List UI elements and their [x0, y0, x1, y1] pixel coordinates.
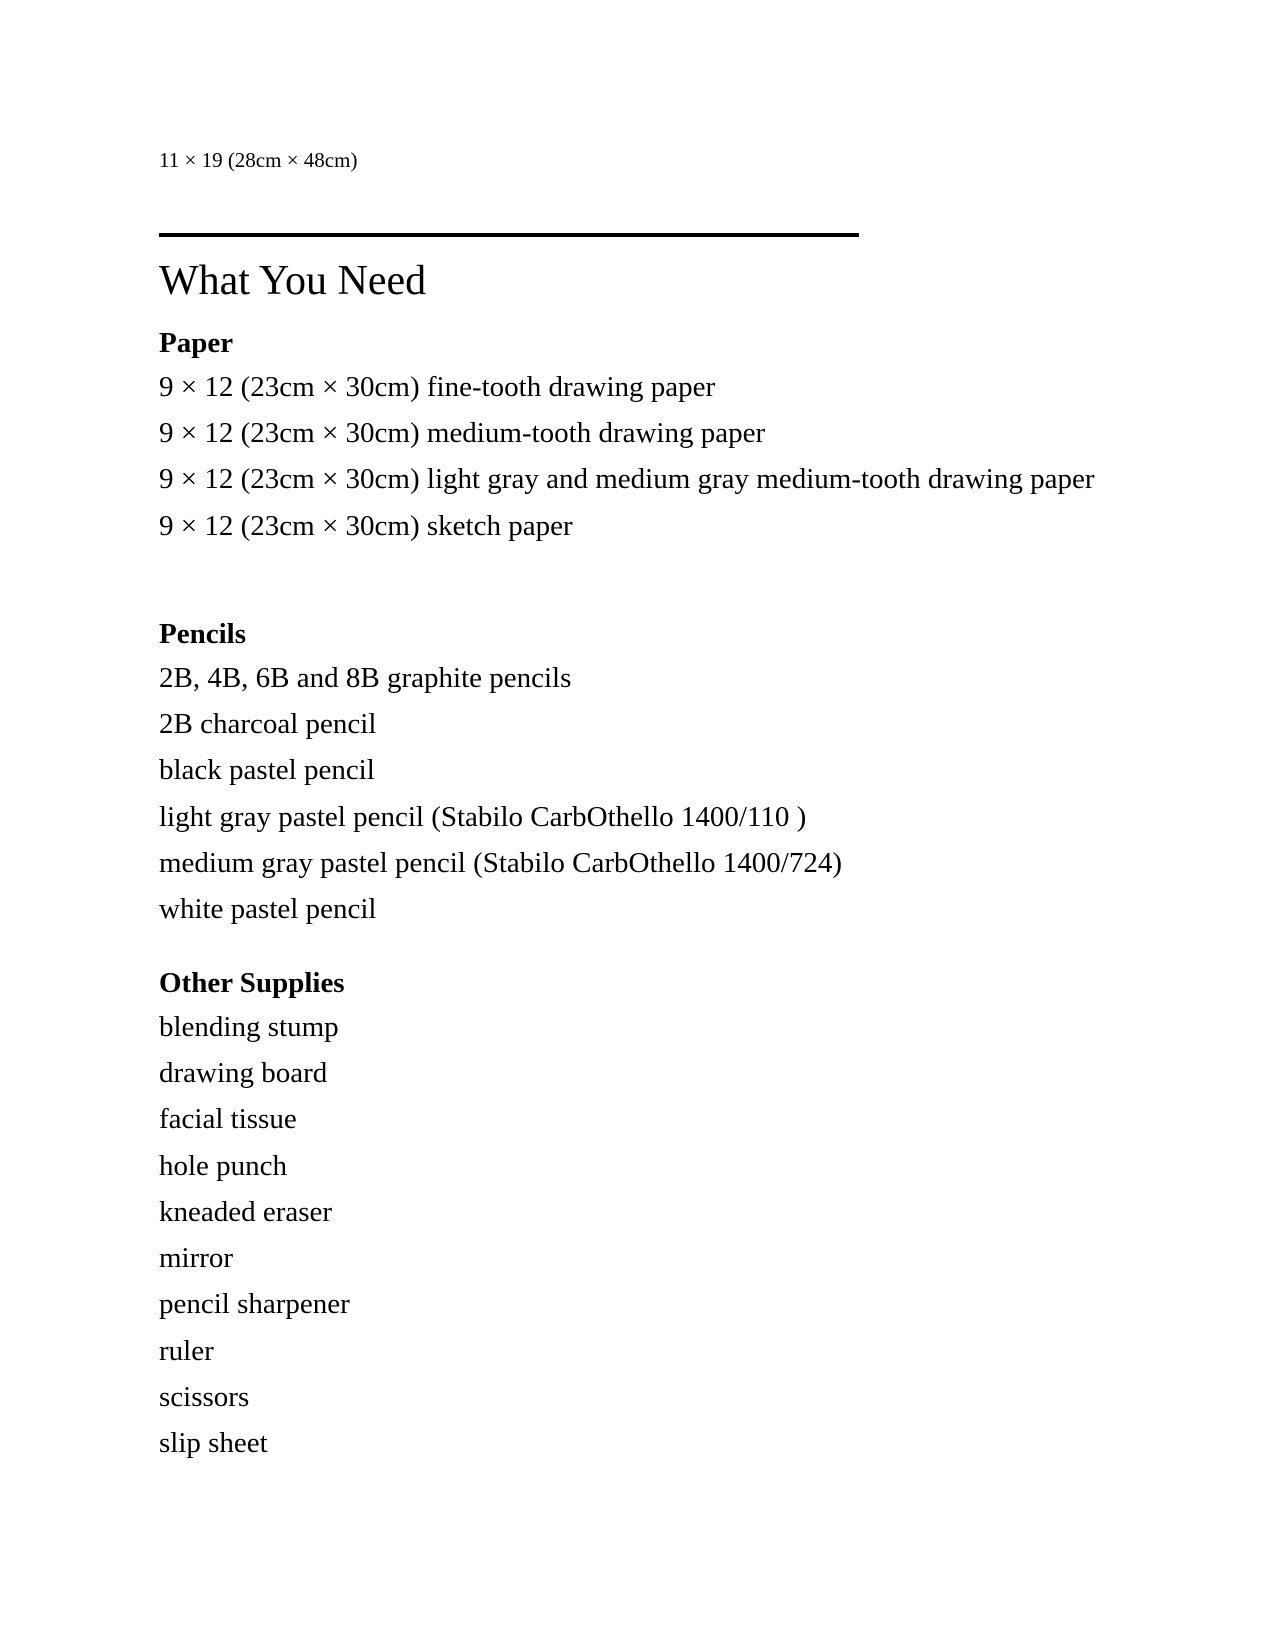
- list-item: 9 × 12 (23cm × 30cm) fine-tooth drawing paper: [159, 370, 716, 403]
- list-item: light gray pastel pencil (Stabilo CarbOthello 1400/110 ): [159, 800, 807, 833]
- list-item: pencil sharpener: [159, 1288, 350, 1321]
- list-item: kneaded eraser: [159, 1195, 333, 1228]
- list-item: medium gray pastel pencil (Stabilo CarbOthello 1400/724): [159, 846, 842, 879]
- list-item: 9 × 12 (23cm × 30cm) sketch paper: [159, 509, 573, 542]
- list-item: ruler: [159, 1334, 214, 1367]
- horizontal-rule: [159, 233, 859, 237]
- list-item: scissors: [159, 1380, 250, 1413]
- page-title: What You Need: [159, 258, 427, 304]
- list-item: mirror: [159, 1242, 234, 1275]
- list-item: black pastel pencil: [159, 754, 375, 787]
- list-item: 9 × 12 (23cm × 30cm) medium-tooth drawing paper: [159, 417, 766, 450]
- list-item: facial tissue: [159, 1103, 297, 1136]
- section-pencils: [159, 617, 1104, 937]
- list-item: white pastel pencil: [159, 893, 377, 926]
- list-item: hole punch: [159, 1149, 288, 1182]
- size-note: 11 × 19 (28cm × 48cm): [159, 148, 358, 172]
- list-item: 2B, 4B, 6B and 8B graphite pencils: [159, 661, 572, 694]
- section-heading: Pencils: [159, 618, 246, 650]
- list-item: slip sheet: [159, 1427, 268, 1460]
- list-item: blending stump: [159, 1010, 339, 1043]
- section-heading: Other Supplies: [159, 967, 345, 999]
- list-item: 2B charcoal pencil: [159, 708, 377, 741]
- section-heading: Paper: [159, 327, 234, 359]
- list-item: 9 × 12 (23cm × 30cm) light gray and medium gray medium-tooth drawing paper: [159, 463, 1095, 496]
- list-item: drawing board: [159, 1057, 328, 1090]
- section-paper: [159, 326, 1104, 554]
- section-other-supplies: [159, 966, 1104, 1471]
